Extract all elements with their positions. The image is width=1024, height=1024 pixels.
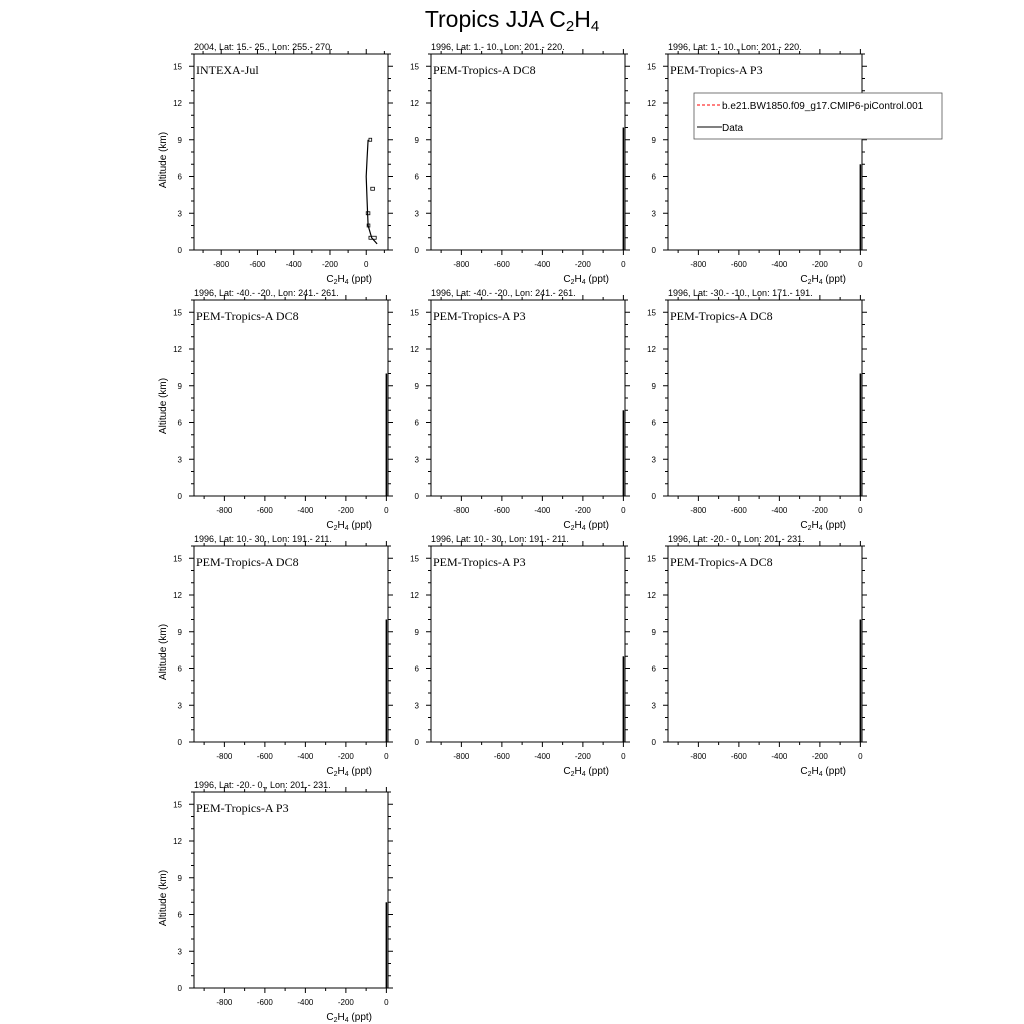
y-tick-label: 15	[647, 554, 656, 564]
title-sub1: 2	[565, 18, 575, 35]
x-tick-label: -400	[534, 506, 551, 515]
y-tick-label: 3	[414, 209, 419, 219]
y-tick-label: 12	[410, 345, 419, 354]
panel-10	[158, 780, 393, 1024]
xlabel-part: H	[337, 1012, 345, 1023]
x-tick-label: -400	[285, 260, 302, 269]
y-tick-label: 15	[647, 62, 656, 72]
campaign-label: PEM-Tropics-A P3	[670, 63, 763, 77]
x-axis-label	[563, 766, 609, 778]
xlabel-part: 4	[818, 525, 823, 532]
legend-label: b.e21.BW1850.f09_g17.CMIP6-piControl.001	[722, 101, 924, 112]
panel-5	[410, 288, 630, 532]
x-axis-label	[326, 274, 372, 286]
xlabel-part: C	[326, 766, 334, 777]
x-axis-label	[326, 766, 372, 778]
xlabel-part: C	[563, 766, 571, 777]
x-tick-label: 0	[858, 506, 863, 515]
title-sub2: 4	[590, 18, 600, 35]
legend-label: Data	[722, 123, 744, 134]
x-tick-label: 0	[384, 752, 389, 761]
x-tick-label: -600	[730, 260, 747, 269]
legend	[694, 93, 942, 139]
x-tick-label: -800	[216, 506, 233, 515]
x-tick-label: 0	[621, 260, 626, 269]
xlabel-part: 2	[333, 1017, 338, 1024]
x-tick-label: -600	[256, 752, 273, 761]
data-series-line	[366, 140, 377, 244]
xlabel-part: C	[326, 1012, 334, 1023]
y-tick-label: 3	[177, 701, 182, 711]
xlabel-part: H	[811, 766, 819, 777]
y-tick-label: 15	[173, 308, 182, 318]
y-tick-label: 15	[410, 62, 419, 72]
x-tick-label: -600	[493, 260, 510, 269]
x-tick-label: -200	[321, 260, 338, 269]
x-tick-label: 0	[858, 260, 863, 269]
campaign-label: INTEXA-Jul	[196, 63, 259, 77]
x-tick-label: -800	[216, 752, 233, 761]
xlabel-part: 2	[570, 279, 575, 286]
x-axis-label	[800, 274, 846, 286]
y-tick-label: 0	[177, 738, 182, 747]
panel-subtitle: 1996, Lat: 10.- 30., Lon: 191.- 211.	[194, 534, 332, 544]
xlabel-part: C	[326, 520, 334, 531]
x-tick-label: -400	[771, 506, 788, 515]
x-tick-label: -800	[690, 260, 707, 269]
y-tick-label: 0	[651, 492, 656, 501]
y-tick-label: 9	[177, 873, 182, 883]
y-tick-label: 6	[177, 418, 182, 428]
panel-7	[158, 534, 393, 778]
x-tick-label: -800	[453, 260, 470, 269]
y-tick-label: 3	[177, 947, 182, 957]
y-tick-label: 3	[177, 209, 182, 219]
y-tick-label: 6	[177, 172, 182, 182]
plot-frame	[431, 54, 625, 250]
plot-frame	[668, 54, 862, 250]
x-tick-label: -600	[730, 752, 747, 761]
x-tick-label: -800	[690, 506, 707, 515]
panel-subtitle: 1996, Lat: 10.- 30., Lon: 191.- 211.	[431, 534, 569, 544]
y-tick-label: 0	[414, 246, 419, 255]
xlabel-part: 2	[333, 525, 338, 532]
y-tick-label: 15	[410, 308, 419, 318]
y-tick-label: 9	[177, 627, 182, 637]
y-tick-label: 15	[173, 554, 182, 564]
error-bar	[369, 138, 372, 141]
xlabel-part: (ppt)	[348, 520, 373, 531]
x-tick-label: -600	[493, 506, 510, 515]
xlabel-part: (ppt)	[585, 766, 610, 777]
panel-9	[647, 534, 867, 778]
x-tick-label: -400	[297, 752, 314, 761]
x-tick-label: -200	[337, 752, 354, 761]
xlabel-part: 4	[344, 525, 349, 532]
xlabel-part: (ppt)	[348, 1012, 373, 1023]
x-tick-label: -800	[213, 260, 230, 269]
title-text: Tropics JJA C	[424, 6, 566, 32]
y-tick-label: 6	[177, 664, 182, 674]
xlabel-part: 2	[807, 279, 812, 286]
xlabel-part: 2	[570, 771, 575, 778]
y-tick-label: 9	[177, 381, 182, 391]
y-tick-label: 12	[647, 99, 656, 108]
y-tick-label: 9	[651, 381, 656, 391]
x-tick-label: 0	[384, 998, 389, 1007]
y-tick-label: 12	[647, 591, 656, 600]
panel-subtitle: 1996, Lat: 1.- 10., Lon: 201.- 220.	[668, 42, 802, 52]
y-tick-label: 6	[651, 664, 656, 674]
y-tick-label: 9	[651, 135, 656, 145]
y-tick-label: 6	[414, 418, 419, 428]
y-tick-label: 12	[173, 345, 182, 354]
xlabel-part: C	[800, 520, 808, 531]
y-tick-label: 3	[414, 455, 419, 465]
campaign-label: PEM-Tropics-A P3	[196, 801, 289, 815]
plot-frame	[194, 546, 388, 742]
xlabel-part: 4	[581, 525, 586, 532]
panel-subtitle: 1996, Lat: -40.- -20., Lon: 241.- 261.	[431, 288, 576, 298]
panel-subtitle: 1996, Lat: 1.- 10., Lon: 201.- 220.	[431, 42, 565, 52]
y-axis-label: Altitude (km)	[158, 377, 169, 435]
campaign-label: PEM-Tropics-A P3	[433, 309, 526, 323]
y-tick-label: 12	[410, 99, 419, 108]
xlabel-part: (ppt)	[348, 274, 373, 285]
y-axis-label: Altitude (km)	[158, 623, 169, 681]
x-axis-label	[326, 1012, 372, 1024]
xlabel-part: 2	[333, 771, 338, 778]
panel-subtitle: 1996, Lat: -20.- 0., Lon: 201.- 231.	[194, 780, 331, 790]
xlabel-part: 4	[344, 771, 349, 778]
xlabel-part: (ppt)	[585, 520, 610, 531]
x-tick-label: -200	[811, 752, 828, 761]
xlabel-part: C	[800, 274, 808, 285]
xlabel-part: (ppt)	[822, 274, 847, 285]
y-tick-label: 3	[177, 455, 182, 465]
plot-frame	[668, 300, 862, 496]
panel-subtitle: 1996, Lat: -20.- 0., Lon: 201.- 231.	[668, 534, 805, 544]
y-tick-label: 6	[414, 664, 419, 674]
y-tick-label: 6	[651, 172, 656, 182]
xlabel-part: 4	[581, 771, 586, 778]
x-tick-label: -400	[534, 752, 551, 761]
x-tick-label: -400	[297, 506, 314, 515]
x-tick-label: -200	[811, 260, 828, 269]
x-tick-label: -200	[574, 506, 591, 515]
xlabel-part: (ppt)	[822, 520, 847, 531]
panel-4	[158, 288, 393, 532]
xlabel-part: 2	[570, 525, 575, 532]
xlabel-part: C	[563, 274, 571, 285]
plot-frame	[668, 546, 862, 742]
x-tick-label: 0	[384, 506, 389, 515]
x-tick-label: -600	[249, 260, 266, 269]
x-tick-label: 0	[364, 260, 369, 269]
y-tick-label: 12	[647, 345, 656, 354]
y-tick-label: 0	[651, 246, 656, 255]
title-mid: H	[574, 6, 591, 32]
y-axis-label: Altitude (km)	[158, 131, 169, 189]
xlabel-part: 4	[818, 771, 823, 778]
plot-frame	[431, 546, 625, 742]
y-tick-label: 3	[651, 455, 656, 465]
error-bar	[371, 187, 375, 190]
y-tick-label: 6	[651, 418, 656, 428]
xlabel-part: (ppt)	[822, 766, 847, 777]
xlabel-part: H	[337, 520, 345, 531]
x-tick-label: -800	[453, 506, 470, 515]
campaign-label: PEM-Tropics-A DC8	[196, 309, 299, 323]
x-axis-label	[326, 520, 372, 532]
panel-subtitle: 1996, Lat: -40.- -20., Lon: 241.- 261.	[194, 288, 339, 298]
xlabel-part: H	[574, 766, 582, 777]
x-tick-label: -200	[337, 998, 354, 1007]
y-tick-label: 6	[414, 172, 419, 182]
x-tick-label: -600	[256, 506, 273, 515]
panel-6	[647, 288, 867, 532]
y-tick-label: 0	[177, 984, 182, 993]
x-tick-label: -400	[771, 752, 788, 761]
y-tick-label: 9	[414, 381, 419, 391]
campaign-label: PEM-Tropics-A P3	[433, 555, 526, 569]
xlabel-part: H	[337, 766, 345, 777]
plot-frame	[194, 300, 388, 496]
y-tick-label: 0	[414, 492, 419, 501]
x-tick-label: -200	[574, 752, 591, 761]
campaign-label: PEM-Tropics-A DC8	[670, 555, 773, 569]
x-tick-label: -400	[771, 260, 788, 269]
x-tick-label: -200	[337, 506, 354, 515]
xlabel-part: (ppt)	[585, 274, 610, 285]
x-tick-label: -200	[811, 506, 828, 515]
y-tick-label: 12	[173, 837, 182, 846]
panel-3	[647, 42, 867, 286]
campaign-label: PEM-Tropics-A DC8	[433, 63, 536, 77]
plot-frame	[194, 54, 388, 250]
panel-2	[410, 42, 630, 286]
plot-frame	[431, 300, 625, 496]
campaign-label: PEM-Tropics-A DC8	[670, 309, 773, 323]
xlabel-part: C	[800, 766, 808, 777]
xlabel-part: C	[326, 274, 334, 285]
y-tick-label: 9	[651, 627, 656, 637]
y-tick-label: 9	[414, 135, 419, 145]
x-tick-label: 0	[621, 752, 626, 761]
xlabel-part: 2	[807, 525, 812, 532]
y-tick-label: 6	[177, 910, 182, 920]
y-tick-label: 15	[173, 62, 182, 72]
y-tick-label: 9	[177, 135, 182, 145]
x-tick-label: 0	[621, 506, 626, 515]
xlabel-part: 4	[344, 1017, 349, 1024]
panel-8	[410, 534, 630, 778]
y-tick-label: 0	[651, 738, 656, 747]
x-axis-label	[563, 520, 609, 532]
y-tick-label: 15	[410, 554, 419, 564]
xlabel-part: H	[811, 274, 819, 285]
y-axis-label: Altitude (km)	[158, 869, 169, 927]
y-tick-label: 3	[651, 701, 656, 711]
xlabel-part: H	[574, 520, 582, 531]
xlabel-part: (ppt)	[348, 766, 373, 777]
x-tick-label: -400	[297, 998, 314, 1007]
campaign-label: PEM-Tropics-A DC8	[196, 555, 299, 569]
y-tick-label: 15	[173, 800, 182, 810]
y-tick-label: 12	[173, 99, 182, 108]
xlabel-part: 4	[344, 279, 349, 286]
y-tick-label: 0	[414, 738, 419, 747]
panel-subtitle: 1996, Lat: -30.- -10., Lon: 171.- 191.	[668, 288, 813, 298]
y-tick-label: 9	[414, 627, 419, 637]
xlabel-part: C	[563, 520, 571, 531]
x-axis-label	[800, 766, 846, 778]
panel-subtitle: 2004, Lat: 15.- 25., Lon: 255.- 270.	[194, 42, 333, 52]
x-tick-label: -800	[690, 752, 707, 761]
xlabel-part: 2	[807, 771, 812, 778]
y-tick-label: 12	[410, 591, 419, 600]
xlabel-part: 2	[333, 279, 338, 286]
x-tick-label: -600	[256, 998, 273, 1007]
y-tick-label: 0	[177, 246, 182, 255]
x-tick-label: 0	[858, 752, 863, 761]
x-tick-label: -400	[534, 260, 551, 269]
x-tick-label: -800	[216, 998, 233, 1007]
plot-frame	[194, 792, 388, 988]
xlabel-part: H	[337, 274, 345, 285]
x-tick-label: -600	[730, 506, 747, 515]
y-tick-label: 3	[651, 209, 656, 219]
y-tick-label: 12	[173, 591, 182, 600]
y-tick-label: 3	[414, 701, 419, 711]
xlabel-part: H	[574, 274, 582, 285]
y-tick-label: 15	[647, 308, 656, 318]
x-tick-label: -800	[453, 752, 470, 761]
x-axis-label	[800, 520, 846, 532]
y-tick-label: 0	[177, 492, 182, 501]
x-tick-label: -200	[574, 260, 591, 269]
xlabel-part: 4	[818, 279, 823, 286]
panel-1	[158, 42, 393, 286]
x-tick-label: -600	[493, 752, 510, 761]
xlabel-part: 4	[581, 279, 586, 286]
x-axis-label	[563, 274, 609, 286]
xlabel-part: H	[811, 520, 819, 531]
